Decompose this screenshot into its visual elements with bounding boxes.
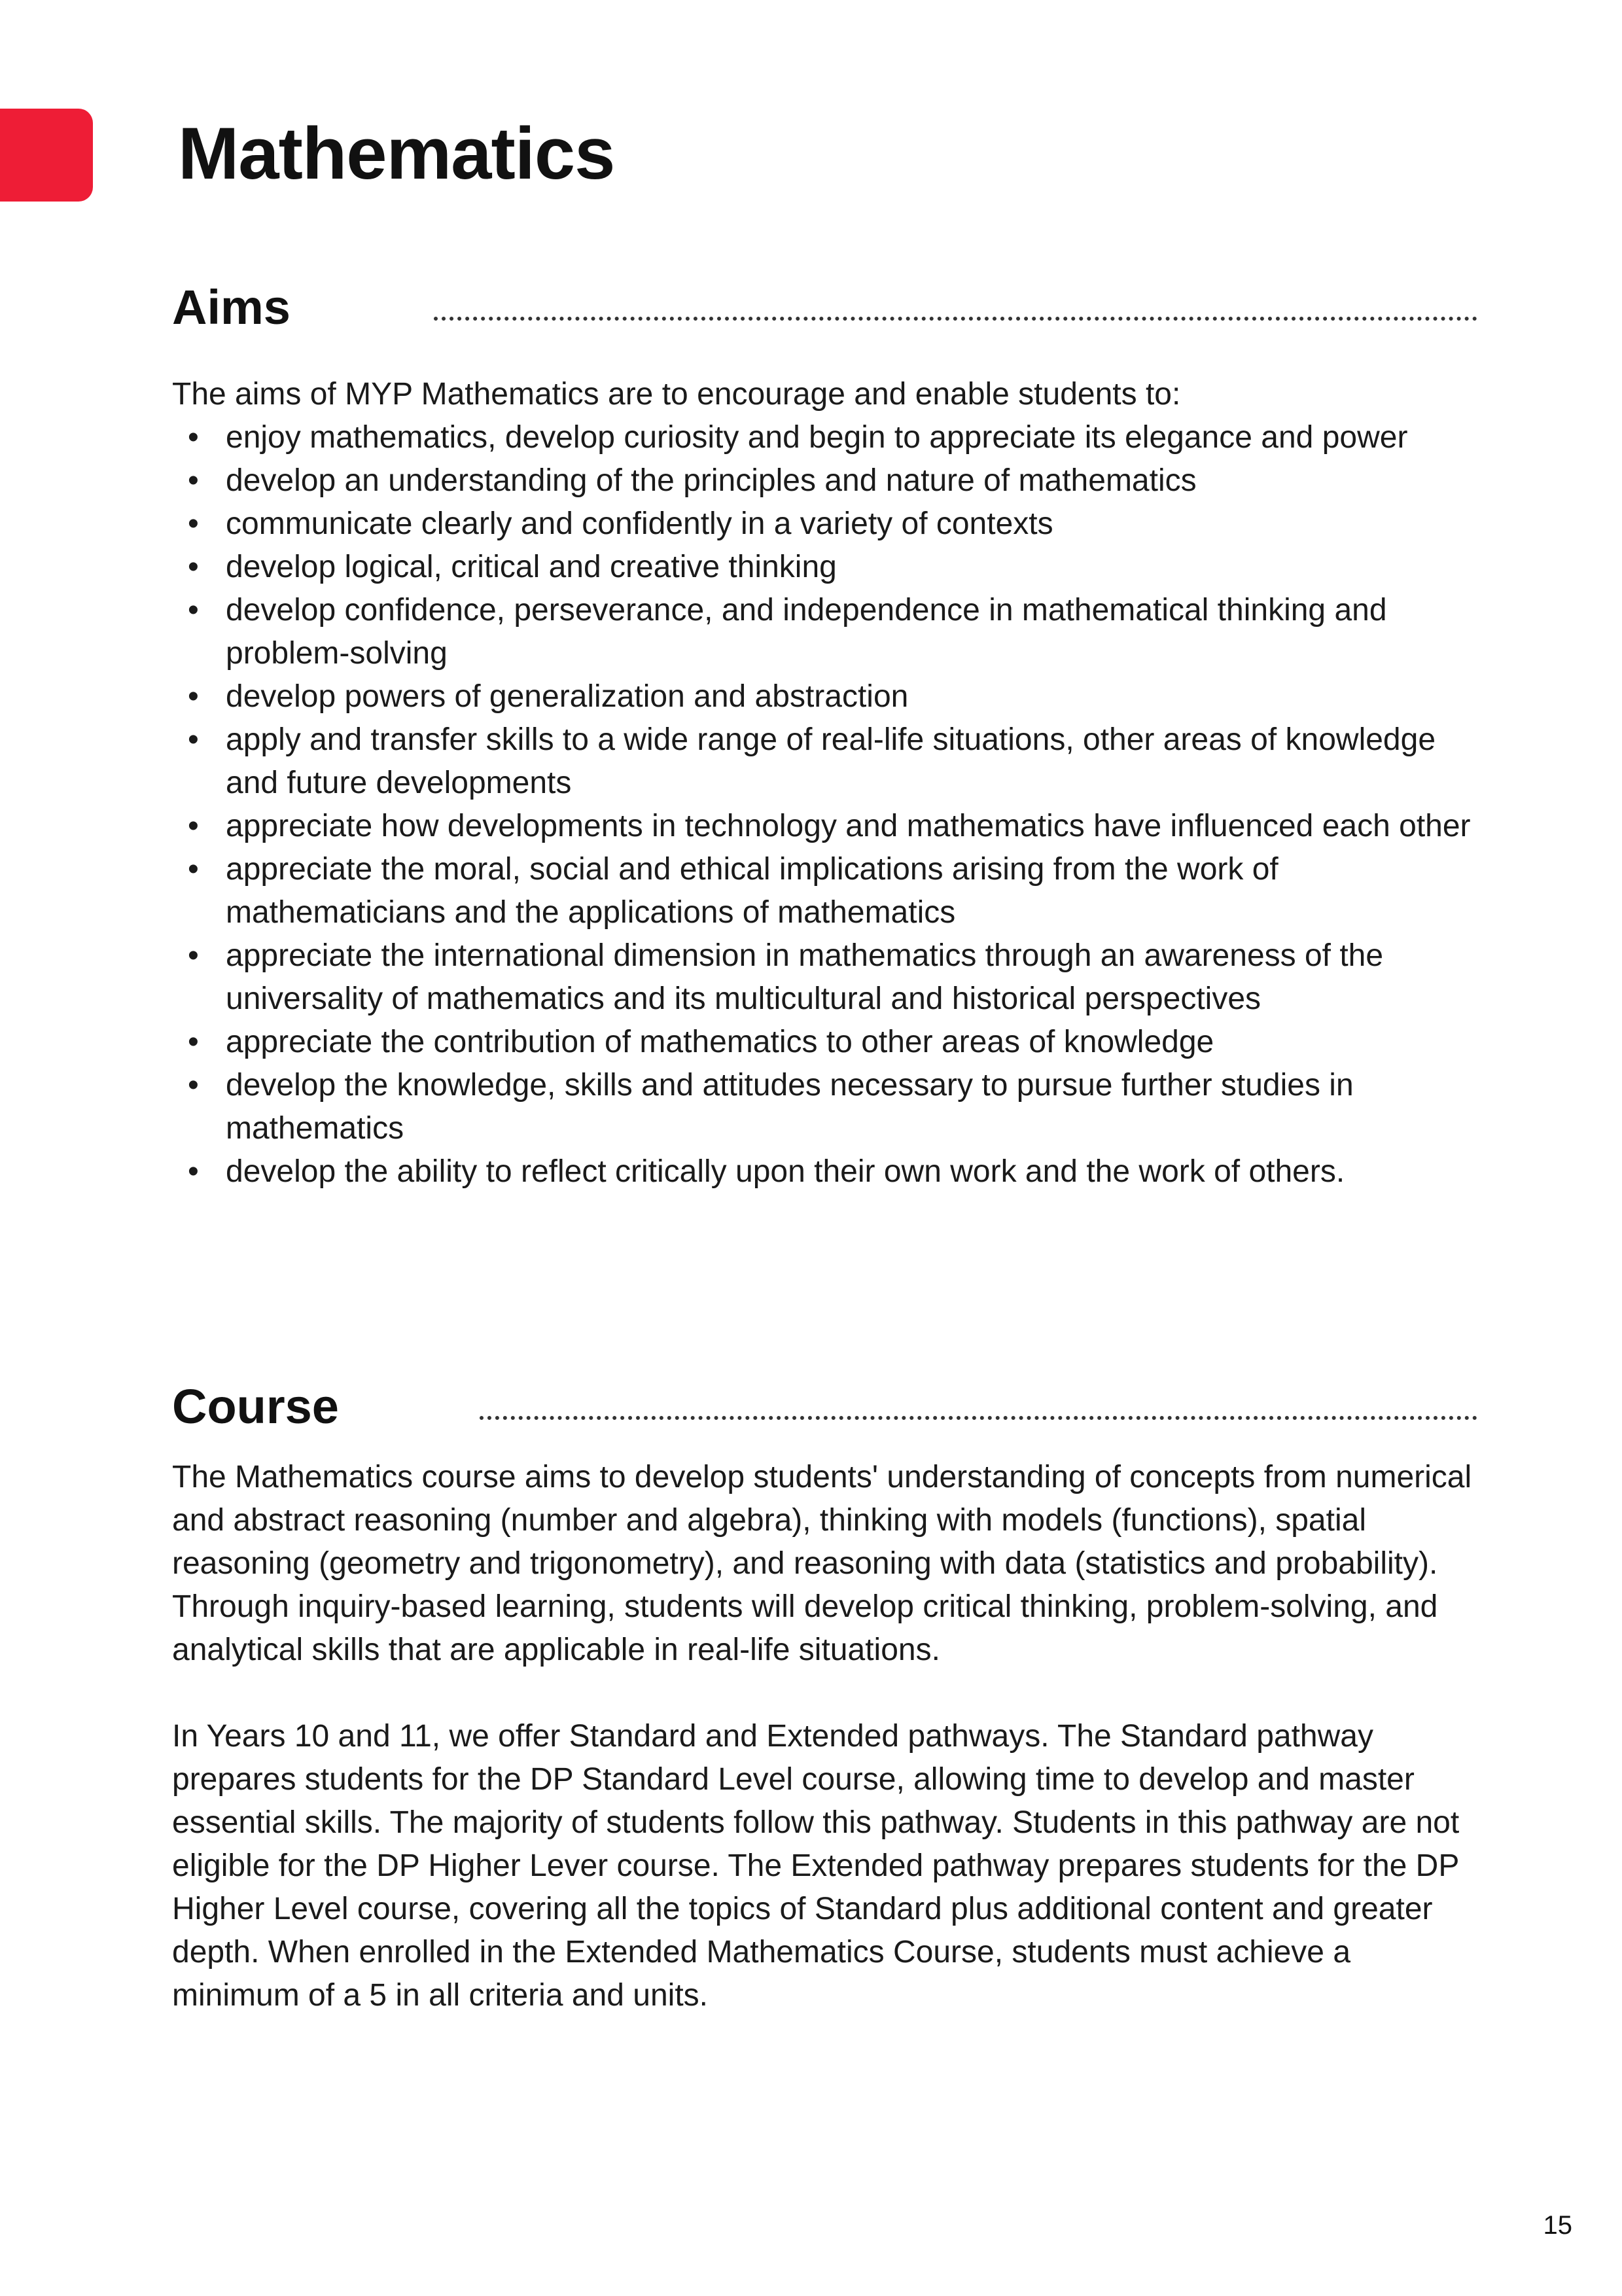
course-paragraph: In Years 10 and 11, we offer Standard and Extended pathways. The Standard pathway prepares students for the DP Standard Level course, allowing time to develop and master essential skills. The majority of students follow this pathway. Students in this pathway are not eligible for the DP Higher Lever course. The Extended pathway prepares students for the DP Higher Level course, covering all the topics of Standard plus additional content and greater depth. When enrolled in the Extended Mathematics Course, students must achieve a minimum of a 5 in all criteria and units.	[172, 1719, 1460, 2013]
aims-list-item: • appreciate the moral, social and ethical implications arising from the work of mathematicians and the applications of mathematics	[172, 848, 1477, 934]
aims-list-item: • appreciate the contribution of mathematics to other areas of knowledge	[172, 1021, 1477, 1064]
aims-list-item: • develop confidence, perseverance, and independence in mathematical thinking and problem-solving	[172, 589, 1477, 675]
section-color-tab	[0, 109, 93, 202]
aims-list-item: • apply and transfer skills to a wide range of real-life situations, other areas of knowledge and future developments	[172, 718, 1477, 805]
aims-list-item: • develop the ability to reflect critically upon their own work and the work of others.	[172, 1150, 1477, 1193]
aims-heading: Aims	[172, 280, 291, 334]
aims-list-item: • enjoy mathematics, develop curiosity and begin to appreciate its elegance and power	[172, 416, 1477, 459]
course-paragraph: The Mathematics course aims to develop students' understanding of concepts from numerical and abstract reasoning (number and algebra), thinking with models (functions), spatial reasoning (geometry and trigonometry), and reasoning with data (statistics and probability). Through inquiry-based learning, students will develop critical thinking, problem-solving, and analytical skills that are applicable in real-life situations.	[172, 1460, 1472, 1667]
aims-list-item: • develop powers of generalization and abstraction	[172, 675, 1477, 718]
course-header	[172, 1374, 1477, 1439]
aims-list-item: • communicate clearly and confidently in a variety of contexts	[172, 503, 1477, 546]
aims-list-item: • develop logical, critical and creative thinking	[172, 546, 1477, 589]
aims-list-item: • develop the knowledge, skills and attitudes necessary to pursue further studies in mathematics	[172, 1064, 1477, 1150]
aims-intro: The aims of MYP Mathematics are to encourage and enable students to:	[172, 377, 1181, 412]
course-body	[172, 1456, 1477, 2060]
aims-list-item: • develop an understanding of the principles and nature of mathematics	[172, 459, 1477, 503]
page-number: 15	[1543, 2211, 1572, 2240]
aims-header	[172, 275, 1477, 340]
aims-section	[172, 275, 1477, 1189]
aims-list-item: • appreciate the international dimension in mathematics through an awareness of the universality of mathematics and its multicultural and historical perspectives	[172, 934, 1477, 1021]
aims-dotted-rule	[434, 317, 1477, 321]
aims-list	[172, 416, 1477, 1193]
course-dotted-rule	[480, 1416, 1477, 1420]
course-section	[172, 1374, 1477, 2013]
aims-list-item: • appreciate how developments in technology and mathematics have influenced each other	[172, 805, 1477, 848]
page-title: Mathematics	[178, 113, 615, 194]
course-heading: Course	[172, 1379, 339, 1434]
